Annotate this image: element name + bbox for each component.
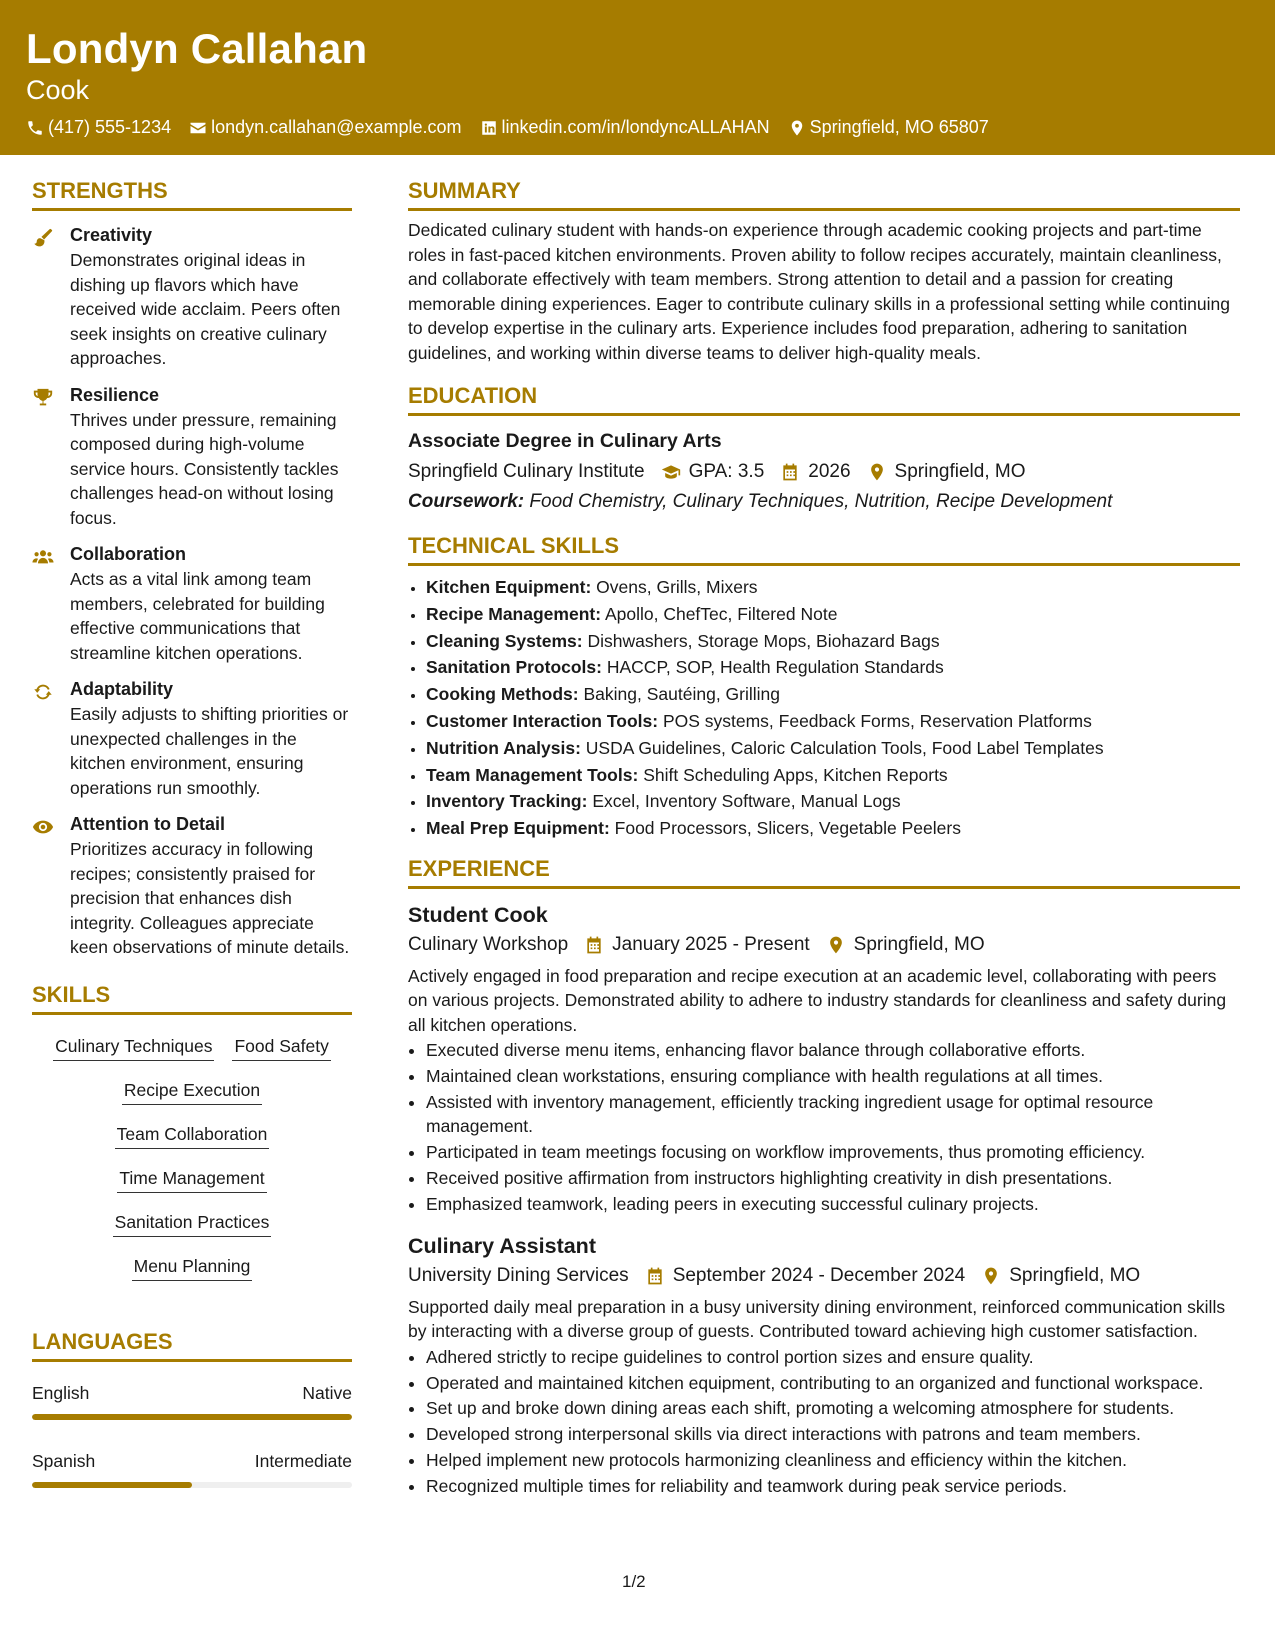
language-bar <box>32 1414 352 1420</box>
location-text: Springfield, MO 65807 <box>809 117 989 137</box>
language-level: Intermediate <box>254 1450 352 1471</box>
map-marker-icon <box>788 119 806 137</box>
edu-location-item <box>867 459 1026 485</box>
skill-value: Apollo, ChefTec, Filtered Note <box>604 603 838 624</box>
list-item <box>426 682 1240 708</box>
sync-icon <box>32 681 54 703</box>
skill-label: Team Management Tools: <box>426 764 639 785</box>
coursework-text: Food Chemistry, Culinary Techniques, Nutrition, Recipe Development <box>529 491 1113 512</box>
list-item <box>426 709 1240 735</box>
candidate-name: Londyn Callahan <box>26 25 368 72</box>
list-item: • Set up and broke down dining areas each shift, promoting a welcoming atmosphere for students. <box>426 1396 1240 1421</box>
school-name: Springfield Culinary Institute <box>408 461 645 482</box>
calendar-icon <box>780 462 800 482</box>
technical-skills-list <box>408 575 1240 842</box>
skill-value: Food Processors, Slicers, Vegetable Peelers <box>614 818 961 839</box>
skill-tag: Team Collaboration <box>115 1122 270 1149</box>
language-name: English <box>32 1382 90 1403</box>
contact-phone <box>26 117 171 138</box>
job-dates-item <box>584 932 810 958</box>
job-description: Actively engaged in food preparation and recipe execution at an academic level, collaborating with peers on various projects. Demonstrated ability to adhere to industry standards for cleanliness and safety during all kitchen operations. <box>408 965 1227 1035</box>
left-column <box>32 178 352 1488</box>
skills-list <box>32 1027 352 1291</box>
list-item: • Participated in team meetings focusing on workflow improvements, thus promoting efficiency. <box>426 1140 1240 1165</box>
job-dates: September 2024 - December 2024 <box>672 1264 966 1286</box>
strength-item <box>32 813 352 960</box>
job-dates: January 2025 - Present <box>612 933 810 955</box>
skill-label: Sanitation Protocols: <box>426 657 602 678</box>
gpa-text: GPA: 3.5 <box>688 461 765 482</box>
technical-skills-heading: TECHNICAL SKILLS <box>408 533 1240 566</box>
list-item: • Assisted with inventory management, efficiently tracking ingredient usage for optimal resource management. <box>426 1090 1240 1139</box>
gpa-item <box>661 459 765 485</box>
strength-item <box>32 678 352 800</box>
degree-title: Associate Degree in Culinary Arts <box>408 430 722 452</box>
linkedin-icon <box>480 119 498 137</box>
list-item: • Developed strong interpersonal skills via direct interactions with patrons and team members. <box>426 1422 1240 1447</box>
strength-desc: Thrives under pressure, remaining composed during high-volume service hours. Consistently tackles challenges head-on without losing focus. <box>70 409 339 528</box>
contact-location <box>788 117 989 138</box>
job-description: Supported daily meal preparation in a busy university dining environment, reinforced communication skills by interacting with a diverse group of guests. Contributed toward achieving high customer satisfaction. <box>408 1296 1226 1342</box>
languages-heading: LANGUAGES <box>32 1329 352 1362</box>
skill-tag: Recipe Execution <box>122 1078 262 1105</box>
eye-icon <box>32 816 54 838</box>
year-item <box>780 459 850 485</box>
skills-heading: SKILLS <box>32 982 352 1015</box>
skill-tag: Food Safety <box>232 1034 330 1061</box>
strength-item <box>32 384 352 531</box>
list-item <box>426 816 1240 842</box>
job-meta <box>408 932 1240 958</box>
list-item: • Helped implement new protocols harmonizing cleanliness and efficiency within the kitchen. <box>426 1448 1240 1473</box>
skill-label: Customer Interaction Tools: <box>426 710 659 731</box>
skill-label: Kitchen Equipment: <box>426 577 592 597</box>
list-item: • Emphasized teamwork, leading peers in executing successful culinary projects. <box>426 1192 1240 1217</box>
list-item: • Adhered strictly to recipe guidelines to control portion sizes and ensure quality. <box>426 1345 1240 1370</box>
phone-icon <box>26 119 44 137</box>
email-link[interactable]: londyn.callahan@example.com <box>211 117 462 137</box>
list-item: • Executed diverse menu items, enhancing flavor balance through collaborative efforts. <box>426 1038 1240 1063</box>
coursework-line <box>408 489 1240 515</box>
strength-desc: Acts as a vital link among team members, celebrated for building effective communications that streamline kitchen operations. <box>70 569 325 663</box>
skill-tag: Sanitation Practices <box>113 1210 272 1237</box>
paintbrush-icon <box>32 227 54 249</box>
job-title: Culinary Assistant <box>408 1233 596 1258</box>
language-level: Native <box>302 1382 352 1403</box>
strength-title: Attention to Detail <box>70 814 225 834</box>
skill-value: Excel, Inventory Software, Manual Logs <box>592 791 901 812</box>
strength-title: Adaptability <box>70 679 174 699</box>
strength-title: Creativity <box>70 225 153 245</box>
right-column <box>408 178 1240 1500</box>
skill-label: Inventory Tracking: <box>426 791 588 812</box>
strength-desc: Easily adjusts to shifting priorities or unexpected challenges in the kitchen environment, ensuring operations run smoothly. <box>70 704 349 798</box>
language-bar <box>32 1482 352 1488</box>
list-item: • Maintained clean workstations, ensuring compliance with health regulations at all times. <box>426 1064 1240 1089</box>
skill-value: Shift Scheduling Apps, Kitchen Reports <box>643 764 948 785</box>
contact-bar <box>26 117 1249 138</box>
language-row <box>32 1382 352 1404</box>
page-number: 1/2 <box>622 1572 646 1591</box>
language-name: Spanish <box>32 1450 96 1471</box>
job-location-item <box>826 932 985 958</box>
skill-value: Ovens, Grills, Mixers <box>596 577 758 597</box>
contact-linkedin[interactable] <box>480 117 770 138</box>
skill-value: Dishwashers, Storage Mops, Biohazard Bags <box>587 630 940 651</box>
candidate-title: Cook <box>26 75 90 105</box>
skill-label: Meal Prep Equipment: <box>426 818 610 839</box>
list-item <box>426 736 1240 762</box>
language-bar-fill <box>32 1414 352 1420</box>
map-marker-icon <box>867 462 887 482</box>
summary-heading: SUMMARY <box>408 178 1240 211</box>
edu-location-text: Springfield, MO <box>894 461 1026 482</box>
job-bullets <box>408 1345 1240 1499</box>
job-org: Culinary Workshop <box>408 933 569 955</box>
job-meta <box>408 1263 1240 1289</box>
skill-tag: Time Management <box>117 1166 266 1193</box>
calendar-icon <box>584 935 604 955</box>
list-item: • Received positive affirmation from instructors highlighting creativity in dish presentations. <box>426 1166 1240 1191</box>
skill-tag: Culinary Techniques <box>53 1034 214 1061</box>
strengths-heading: STRENGTHS <box>32 178 352 211</box>
skill-label: Recipe Management: <box>426 603 602 624</box>
education-heading: EDUCATION <box>408 383 1240 416</box>
coursework-label: Coursework: <box>408 491 525 512</box>
job-location-item <box>981 1263 1140 1289</box>
job-title: Student Cook <box>408 902 548 927</box>
trophy-icon <box>32 387 54 409</box>
strength-desc: Demonstrates original ideas in dishing up flavors which have received wide acclaim. Peers often seek insights on creative culinary approaches. <box>70 250 341 368</box>
envelope-icon <box>189 119 207 137</box>
list-item <box>426 575 1240 601</box>
language-row <box>32 1450 352 1472</box>
skill-tag: Menu Planning <box>132 1254 253 1281</box>
calendar-icon <box>645 1266 665 1286</box>
contact-email[interactable] <box>189 117 461 138</box>
strength-item <box>32 543 352 665</box>
graduation-cap-icon <box>661 462 681 482</box>
users-icon <box>32 546 54 568</box>
job-dates-item <box>645 1263 966 1289</box>
job-location: Springfield, MO <box>1009 1264 1141 1286</box>
skill-label: Cleaning Systems: <box>426 630 583 651</box>
experience-heading: EXPERIENCE <box>408 856 1240 889</box>
map-marker-icon <box>826 935 846 955</box>
list-item <box>426 629 1240 655</box>
skill-label: Cooking Methods: <box>426 684 579 705</box>
phone-text: (417) 555-1234 <box>48 117 172 137</box>
job-org: University Dining Services <box>408 1264 629 1286</box>
year-text: 2026 <box>808 461 851 482</box>
strength-item <box>32 224 352 371</box>
list-item <box>426 655 1240 681</box>
resume-header <box>0 0 1275 155</box>
list-item: • Operated and maintained kitchen equipment, contributing to an organized and functional workspace. <box>426 1371 1240 1396</box>
skill-value: POS systems, Feedback Forms, Reservation Platforms <box>662 710 1092 731</box>
strength-desc: Prioritizes accuracy in following recipes; consistently praised for precision that enhances dish integrity. Colleagues appreciate keen observations of minute details. <box>70 839 350 957</box>
strength-title: Resilience <box>70 384 160 405</box>
skill-value: Baking, Sautéing, Grilling <box>583 684 780 705</box>
list-item: • Recognized multiple times for reliability and teamwork during peak service periods. <box>426 1474 1240 1499</box>
skill-value: USDA Guidelines, Caloric Calculation Tools, Food Label Templates <box>585 737 1104 758</box>
skill-value: HACCP, SOP, Health Regulation Standards <box>606 657 944 678</box>
language-bar-fill <box>32 1482 192 1488</box>
skill-label: Nutrition Analysis: <box>426 737 581 758</box>
education-meta <box>408 459 1240 485</box>
list-item <box>426 789 1240 815</box>
strength-title: Collaboration <box>70 544 186 564</box>
job-location: Springfield, MO <box>853 933 985 955</box>
list-item <box>426 763 1240 789</box>
job-bullets <box>408 1038 1240 1216</box>
linkedin-link[interactable]: linkedin.com/in/londyncALLAHAN <box>501 117 770 137</box>
summary-text: Dedicated culinary student with hands-on experience through academic cooking projects and part-time roles in fast-paced kitchen environments. Proven ability to follow recipes accurately, maintain cleanliness, and collaborate effectively with team members. Strong attention to detail and a passion for creating memorable dining experiences. Eager to contribute culinary skills in a professional setting while continuing to develop expertise in the culinary arts. Experience includes food preparation, adhering to sanitation guidelines, and working within diverse teams to deliver high-quality meals. <box>408 220 1230 363</box>
map-marker-icon <box>981 1266 1001 1286</box>
list-item <box>426 602 1240 628</box>
